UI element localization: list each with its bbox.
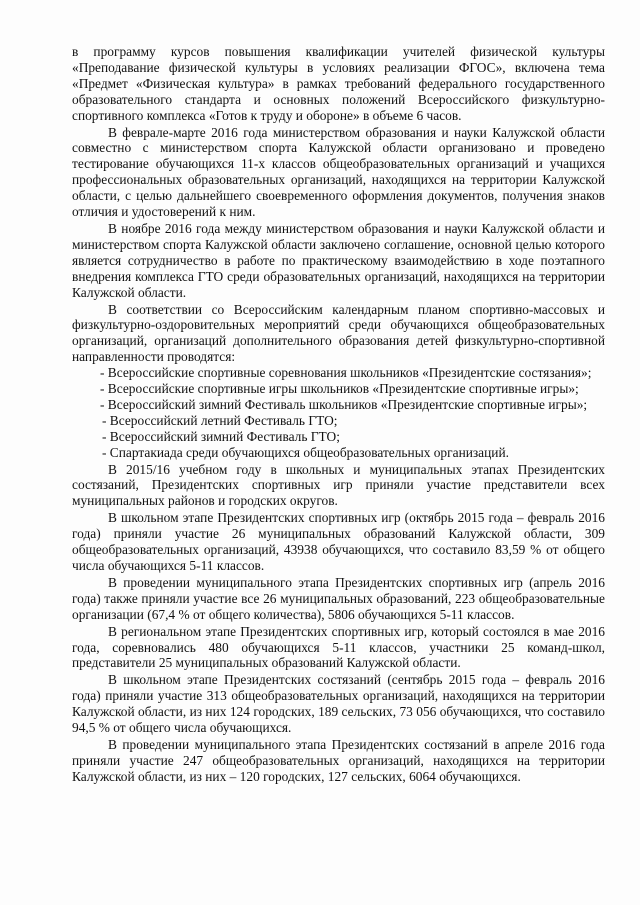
list-item: - Всероссийский зимний Фестиваль ГТО; (102, 428, 340, 444)
list-item: - Всероссийские спортивные соревнования школьников «Президентские состязания»; (100, 365, 592, 381)
paragraph-school-stage-contests: В школьном этапе Президентских состязаний (сентябрь 2015 года – февраль 2016 года) приняли участие 313 общеобразовательных организаций, находящихся на территории Калужской области, из них 124 городских, 189 сельских, 73 056 обучающихся, что составило 94,5 % от общего числа обучающихся. (72, 672, 605, 736)
paragraph-school-year: В 2015/16 учебном году в школьных и муниципальных этапах Президентских состязаний, Президентских спортивных игр приняли участие представители всех муниципальных районов и городских округов. (72, 461, 605, 509)
paragraph-testing: В феврале-марте 2016 года министерством образования и науки Калужской области совместно с министерством спорта Калужской области организовано и проведено тестирование обучающихся 11-х классов общеобразовательных организаций и учащихся профессиональных образовательных организаций, находящихся на территории Калужской области, с целью дальнейшего своевременного оформления документов, получения знаков отличия и удостоверений к ним. (72, 124, 605, 220)
paragraph-school-stage-games: В школьном этапе Президентских спортивных игр (октябрь 2015 года – февраль 2016 года) приняли участие 26 муниципальных образований Калужской области, 309 общеобразовательных организаций, 43938 обучающихся, что составило 83,59 % от общего числа обучающихся 5-11 классов. (72, 510, 605, 573)
paragraph-agreement: В ноябре 2016 года между министерством образования и науки Калужской области и министерством спорта Калужской области заключено соглашение, основной целью которого является сотрудничество в работе по практическому взаимодействию в ходе поэтапного внедрения комплекса ГТО среди образовательных организаций, находящихся на территории Калужской области. (72, 220, 605, 300)
document-body (72, 44, 605, 785)
paragraph-municipal-stage-games: В проведении муниципального этапа Президентских спортивных игр (апрель 2016 года) также приняли участие все 26 муниципальных образований, 223 общеобразовательные организации (67,4 % от общего количества), 5806 обучающихся 5-11 классов. (72, 574, 605, 622)
list-item: - Всероссийский зимний Фестиваль школьников «Президентские спортивные игры»; (100, 396, 588, 412)
paragraph-municipal-stage-contests: В проведении муниципального этапа Президентских состязаний в апреле 2016 года приняли участие 247 общеобразовательных организаций, находящихся на территории Калужской области, из них – 120 городских, 127 сельских, 6064 обучающихся. (72, 736, 605, 784)
paragraph-regional-stage-games: В региональном этапе Президентских спортивных игр, который состоялся в мае 2016 года, соревновались 480 обучающихся 5-11 классов, участники 25 команд-школ, представители 25 муниципальных образований Калужской области. (72, 623, 605, 671)
list-item: - Всероссийский летний Фестиваль ГТО; (102, 412, 338, 428)
list-item: - Всероссийские спортивные игры школьников «Президентские спортивные игры»; (100, 381, 579, 397)
paragraph-courses: в программу курсов повышения квалификации учителей физической культуры «Преподавание физической культуры в условиях реализации ФГОС», включена тема «Предмет «Физическая культура» в рамках требований федерального государственного образовательного стандарта и основных положений Всероссийского физкультурно-спортивного комплекса «Готов к труду и обороне» в объеме 6 часов. (72, 44, 605, 123)
paragraph-calendar-plan: В соответствии со Всероссийским календарным планом спортивно-массовых и физкультурно-оздоровительных мероприятий среди обучающихся общеобразовательных организаций, организаций дополнительного образования детей физкультурно-спортивной направленности проводятся: (72, 301, 605, 365)
list-item: - Спартакиада среди обучающихся общеобразовательных организаций. (102, 444, 509, 460)
